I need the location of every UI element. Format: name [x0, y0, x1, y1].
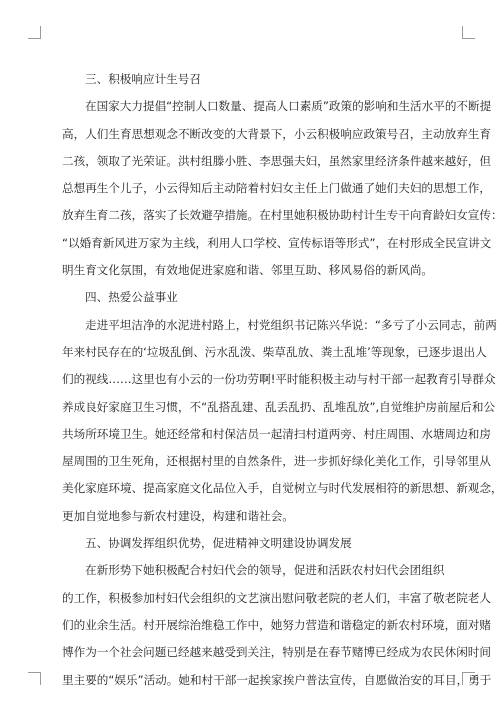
paragraph-line: 在新形势下她积极配合村妇代会的领导，促进和活跃农村妇代会团组织 [85, 563, 445, 578]
section-heading: 五、协调发挥组织优势，促进精神文明建设协调发展 [85, 536, 352, 551]
paragraph-line: 更加自觉地参与新农村建设，构建和谐社会。 [62, 508, 294, 523]
document-body [62, 66, 503, 694]
paragraph-line: 博作为一个社会问题已经越来越受到关注，特别是在春节赌博已经成为农民休闲时间 [62, 645, 491, 660]
paragraph-line: 年来村民存在的‘垃圾乱倒、污水乱泼、柴草乱放、粪土乱堆’等现象，已逐步退出人 [62, 344, 487, 359]
crop-mark-top-right [462, 26, 475, 39]
paragraph-line: 总想再生个儿子，小云得知后主动陪着村妇女主任上门做通了她们夫妇的思想工作， [62, 181, 491, 196]
paragraph-line: 明生育文化氛围，有效地促进家庭和谐、邻里互助、移风易俗的新风尚。 [62, 263, 434, 278]
paragraph-line: 们的视线……这里也有小云的一份功劳啊!平时能积极主动与村干部一起教育引导群众 [62, 372, 496, 387]
paragraph-line: 走进平坦洁净的水泥进村路上，村党组织书记陈兴华说：“多亏了小云同志，前两 [85, 317, 497, 332]
section-heading: 四、热爱公益事业 [85, 290, 178, 305]
crop-mark-bottom-left [28, 672, 41, 685]
paragraph-line: 共场所环境卫生。她还经常和村保洁员一起清扫村道两旁、村庄周围、水塘周边和房 [62, 426, 491, 441]
paragraph-line: 们的业余生活。村开展综治维稳工作中，她努力营造和谐稳定的新农村环境，面对赌 [62, 617, 491, 632]
paragraph-line: 放弃生育二孩，落实了长效避孕措施。在村里她积极协助村计生专干向育龄妇女宣传： [62, 208, 503, 223]
crop-mark-top-left [28, 26, 41, 39]
paragraph-line: 高，人们生育思想观念不断改变的大背景下，小云积极响应政策号召，主动放弃生育 [62, 126, 491, 141]
paragraph-line: 美化家庭环境、提高家庭文化品位入手，自觉树立与时代发展相符的新思想、新观念， [62, 481, 503, 496]
section-heading: 三、积极响应计生号召 [85, 72, 201, 86]
paragraph-line: “以婚育新风进万家为主线，利用人口学校、宣传标语等形式”，在村形成全民宣讲文 [62, 235, 492, 250]
paragraph-line: 里主要的“娱乐”活动。她和村干部一起挨家挨户普法宣传，自愿做治安的耳目，勇于 [62, 672, 492, 687]
paragraph-line: 二孩，领取了光荣证。洪村组滕小胜、李思强夫妇，虽然家里经济条件越来越好，但 [62, 153, 491, 168]
paragraph-line: 的工作，积极参加村妇代会组织的文艺演出慰问敬老院的老人们，丰富了敬老院老人 [62, 590, 491, 605]
paragraph-line: 屋周围的卫生死角，还根据村里的自然条件，进一步抓好绿化美化工作，引导邻里从 [62, 454, 491, 469]
paragraph-line: 养成良好家庭卫生习惯，不“乱搭乱建、乱丢乱扔、乱堆乱放”,自觉维护房前屋后和公 [62, 399, 496, 414]
paragraph-line: 在国家大力提倡“控制人口数量、提高人口素质”政策的影响和生活水平的不断提 [85, 99, 492, 114]
